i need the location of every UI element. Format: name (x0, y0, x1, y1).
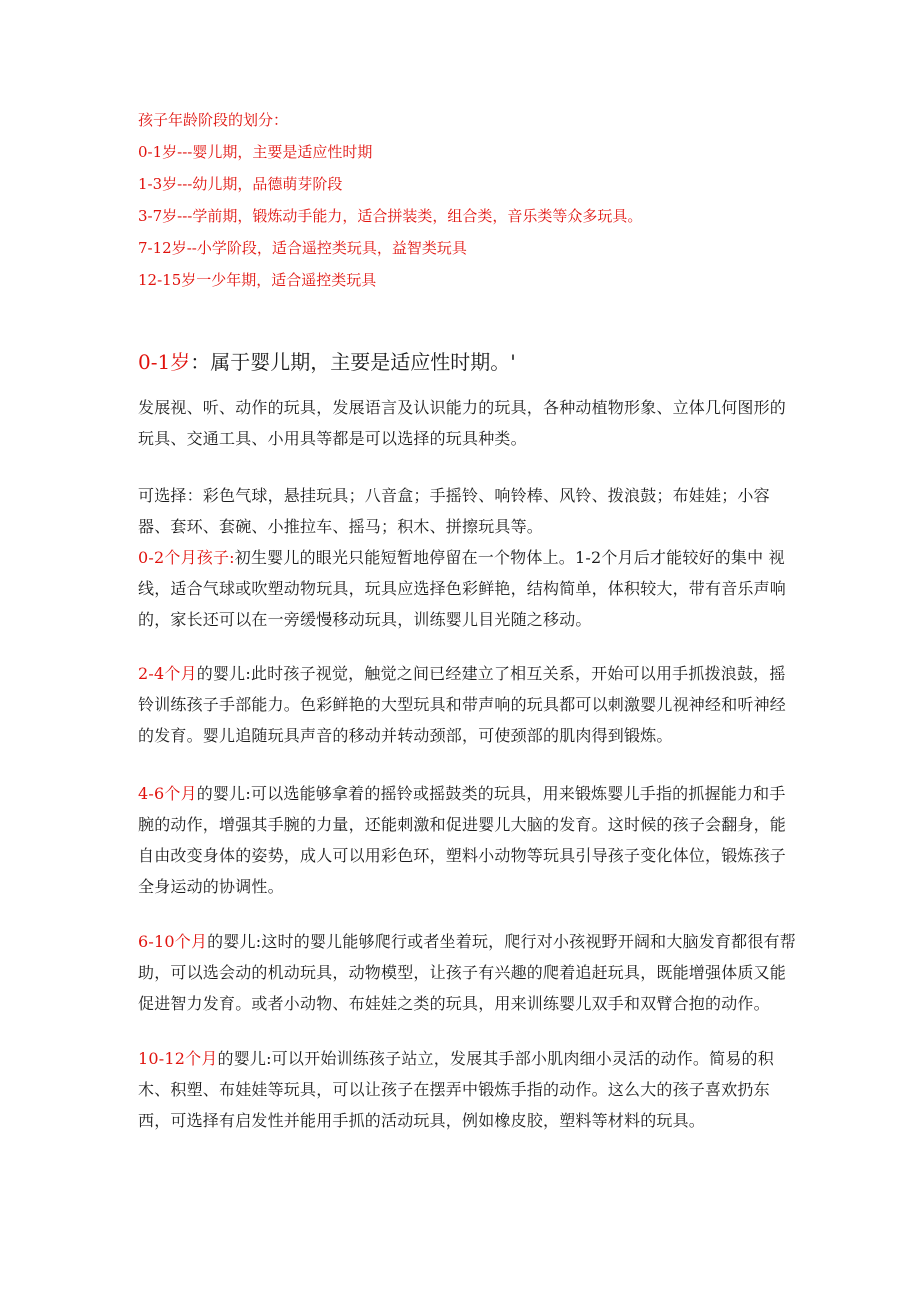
intro-paragraph: 发展视、听、动作的玩具，发展语言及认识能力的玩具，各种动植物形象、立体几何图形的玩具、交通工具、小用具等都是可以选择的玩具种类。 (138, 398, 787, 448)
summary-title: 孩子年龄阶段的划分： (138, 111, 289, 129)
stage-text: 的婴儿:这时的婴儿能够爬行或者坐着玩，爬行对小孩视野开阔和大脑发育都很有帮助，可以选会动的机动玩具，动物模型，让孩子有兴趣的爬着追赶玩具，既能增强体质又能促进智力发育。或者小动物、布娃娃之类的玩具，用来训练婴儿双手和双臂合抱的动作。 (138, 932, 796, 1013)
stage-label: 0-2个月孩子: (138, 548, 235, 567)
stage-paragraph (138, 778, 798, 902)
stage-text: 初生婴儿的眼光只能短暂地停留在一个物体上。1-2个月后才能较好的集中 视线，适合气球或吹塑动物玩具，玩具应选择色彩鲜艳，结构简单，体积较大，带有音乐声响的，家长还可以在一旁缓慢移动玩具，训练婴儿目光随之移动。 (138, 548, 787, 629)
stage-paragraph (138, 1043, 798, 1136)
section-heading (138, 344, 516, 380)
stage-paragraph (138, 658, 798, 751)
stage-label: 10-12个月 (138, 1049, 218, 1068)
summary-line: 0-1岁---婴儿期，主要是适应性时期 (138, 143, 373, 161)
summary-line: 7-12岁--小学阶段，适合遥控类玩具，益智类玩具 (138, 239, 467, 257)
age-stage-summary (138, 104, 838, 296)
summary-line: 1-3岁---幼儿期，品德萌芽阶段 (138, 175, 343, 193)
heading-text: ：属于婴儿期，主要是适应性时期。' (190, 350, 516, 374)
stage-label: 6-10个月 (138, 932, 208, 951)
stage-paragraph (138, 926, 798, 1019)
stage-text: 的婴儿:可以选能够拿着的摇铃或摇鼓类的玩具，用来锻炼婴儿手指的抓握能力和手腕的动作，增强其手腕的力量，还能刺激和促进婴儿大脑的发育。这时候的孩子会翻身，能自由改变身体的姿势，成人可以用彩色环，塑料小动物等玩具引导孩子变化体位，锻炼孩子全身运动的协调性。 (138, 784, 787, 896)
stage-label: 4-6个月 (138, 784, 197, 803)
summary-line: 12-15岁一少年期，适合遥控类玩具 (138, 271, 377, 289)
stage-label: 2-4个月 (138, 664, 197, 683)
stage-text: 的婴儿:此时孩子视觉，触觉之间已经建立了相互关系，开始可以用手抓拨浪鼓，摇铃训练孩子手部能力。色彩鲜艳的大型玩具和带声响的玩具都可以刺激婴儿视神经和听神经的发育。婴儿追随玩具声音的移动并转动颈部，可使颈部的肌肉得到锻炼。 (138, 664, 787, 745)
options-paragraph: 可选择：彩色气球，悬挂玩具；八音盒；手摇铃、响铃棒、风铃、拨浪鼓；布娃娃；小容器、套环、套碗、小推拉车、摇马；积木、拼擦玩具等。 (138, 486, 770, 536)
summary-line: 3-7岁---学前期，锻炼动手能力，适合拼装类，组合类，音乐类等众多玩具。 (138, 207, 643, 225)
stage-paragraph (138, 542, 798, 635)
stage-text: 的婴儿:可以开始训练孩子站立，发展其手部小肌肉细小灵活的动作。简易的积木、积塑、布娃娃等玩具，可以让孩子在摆弄中锻炼手指的动作。这么大的孩子喜欢扔东西，可选择有启发性并能用手抓的活动玩具，例如橡皮胶，塑料等材料的玩具。 (138, 1049, 774, 1130)
heading-age: 0-1岁 (138, 350, 191, 374)
